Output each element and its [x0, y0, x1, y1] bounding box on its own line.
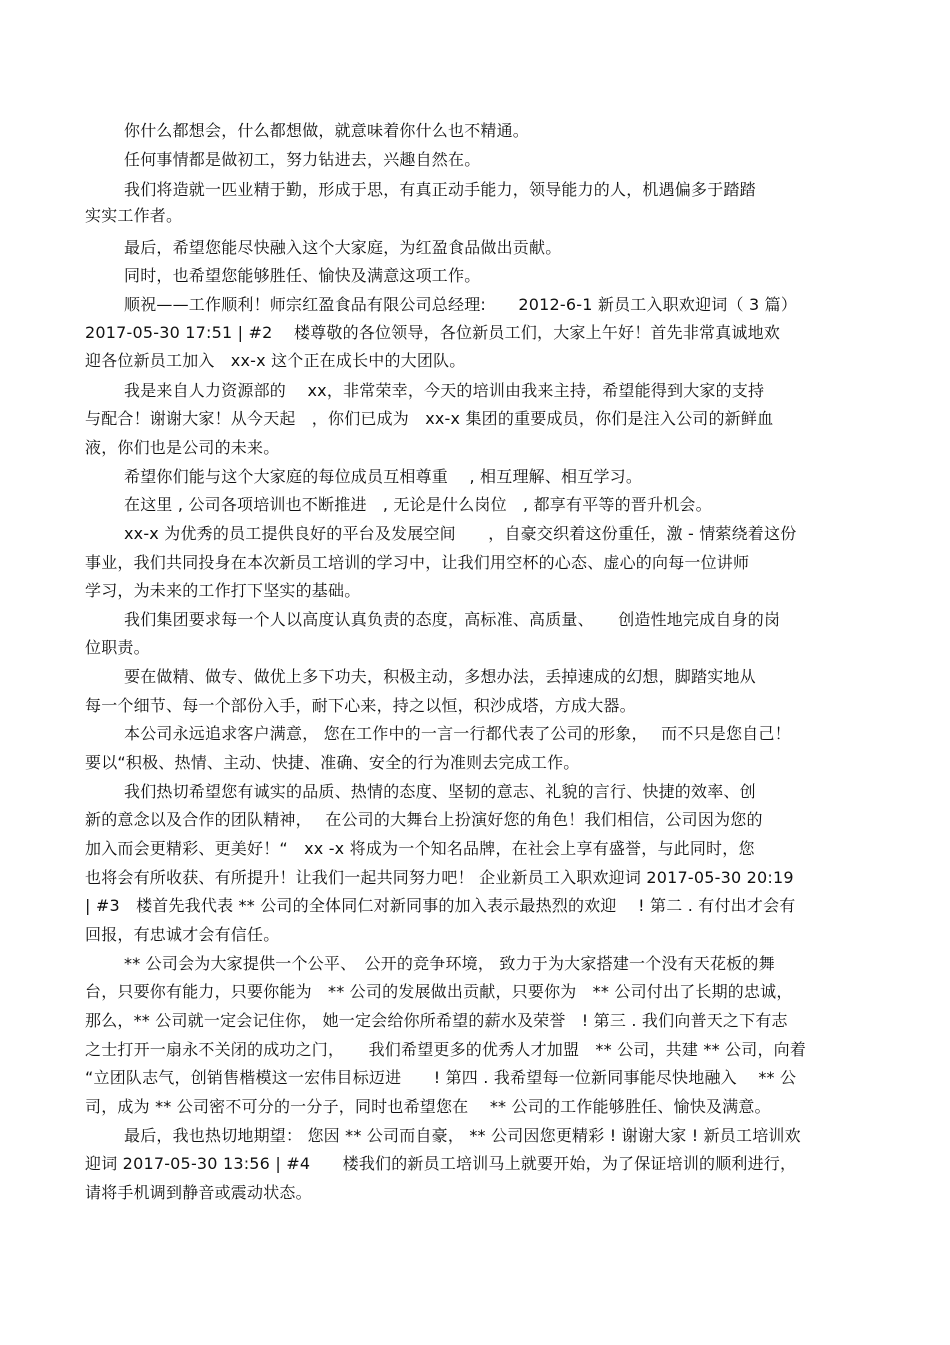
text-line: 司，成为 ** 公司密不可分的一分子，同时也希望您在 ** 公司的工作能够胜任、愉快及满意。	[85, 1097, 771, 1116]
text-line: 任何事情都是做初工，努力钻进去，兴趣自然在。	[124, 150, 481, 169]
text-line: 2017-05-30 17:51 | #2 楼尊敬的各位领导，各位新员工们，大家上午好！首先非常真诚地欢	[85, 323, 781, 342]
text-line: 顺祝——工作顺利！师宗红盈食品有限公司总经理: 2012-6-1 新员工入职欢迎词（ 3 篇）	[124, 295, 798, 314]
text-line: 你什么都想会，什么都想做，就意味着你什么也不精通。	[124, 121, 530, 140]
text-line: ** 公司会为大家提供一个公平、 公开的竞争环境， 致力于为大家搭建一个没有天花板的舞	[124, 954, 775, 973]
text-line: 请将手机调到静音或震动状态。	[85, 1183, 312, 1202]
text-line: 在这里 , 公司各项培训也不断推进 , 无论是什么岗位 , 都享有平等的晋升机会。	[124, 495, 712, 514]
text-line: 最后，希望您能尽快融入这个大家庭，为红盈食品做出贡献。	[124, 238, 562, 257]
text-line: 学习，为未来的工作打下坚实的基础。	[85, 581, 361, 600]
text-line: “立团队志气，创销售楷模这一宏伟目标迈进 ! 第四 . 我希望每一位新同事能尽快地融入 ** 公	[85, 1068, 797, 1087]
text-line: 那么，** 公司就一定会记住你， 她一定会给你所希望的薪水及荣誉 ! 第三 . 我们向普天之下有志	[85, 1011, 788, 1030]
text-line: 迎词 2017-05-30 13:56 | #4 楼我们的新员工培训马上就要开始，为了保证培训的顺利进行，	[85, 1154, 797, 1173]
text-line: 我们将造就一匹业精于勤，形成于思，有真正动手能力，领导能力的人，机遇偏多于踏踏	[124, 180, 756, 199]
text-line: 实实工作者。	[85, 206, 183, 225]
text-line: 也将会有所收获、有所提升！让我们一起共同努力吧！ 企业新员工入职欢迎词 2017-05-30 20:19	[85, 868, 794, 887]
text-line: 之士打开一扇永不关闭的成功之门， 我们希望更多的优秀人才加盟 ** 公司，共建 ** 公司，向着	[85, 1040, 807, 1059]
text-line: 希望你们能与这个大家庭的每位成员互相尊重 , 相互理解、相互学习。	[124, 467, 643, 486]
text-line: 要在做精、做专、做优上多下功夫，积极主动，多想办法，丢掉速成的幻想，脚踏实地从	[124, 667, 756, 686]
text-line: 液，你们也是公司的未来。	[85, 438, 280, 457]
text-line: 新的意念以及合作的团队精神， 在公司的大舞台上扮演好您的角色！我们相信，公司因为您的	[85, 810, 763, 829]
text-line: 本公司永远追求客户满意， 您在工作中的一言一行都代表了公司的形象， 而不只是您自己！	[124, 724, 791, 743]
text-line: 迎各位新员工加入 xx-x 这个正在成长中的大团队。	[85, 351, 466, 370]
text-line: 加入而会更精彩、更美好！“ xx -x 将成为一个知名品牌，在社会上享有盛誉，与此同时，您	[85, 839, 755, 858]
text-line: 每一个细节、每一个部份入手，耐下心来，持之以恒，积沙成塔，方成大器。	[85, 696, 636, 715]
text-line: 与配合！谢谢大家！从今天起 ，你们已成为 xx-x 集团的重要成员，你们是注入公司的新鲜血	[85, 409, 774, 428]
text-line: 台，只要你有能力，只要你能为 ** 公司的发展做出贡献，只要你为 ** 公司付出了长期的忠诚，	[85, 982, 793, 1001]
text-line: 最后，我也热切地期望： 您因 ** 公司而自豪， ** 公司因您更精彩 ! 谢谢大家 ! 新员工培训欢	[124, 1126, 801, 1145]
text-line: 我们热切希望您有诚实的品质、热情的态度、坚韧的意志、礼貌的言行、快捷的效率、创	[124, 782, 756, 801]
text-line: 位职责。	[85, 638, 150, 657]
text-line: 同时，也希望您能够胜任、愉快及满意这项工作。	[124, 266, 481, 285]
text-line: 我是来自人力资源部的 xx，非常荣幸，今天的培训由我来主持，希望能得到大家的支持	[124, 381, 765, 400]
text-line: 回报，有忠诚才会有信任。	[85, 925, 280, 944]
text-line: 事业，我们共同投身在本次新员工培训的学习中，让我们用空杯的心态、虚心的向每一位讲师	[85, 553, 750, 572]
text-line: 我们集团要求每一个人以高度认真负责的态度，高标准、高质量、 创造性地完成自身的岗	[124, 610, 781, 629]
text-line: xx-x 为优秀的员工提供良好的平台及发展空间 ，自豪交织着这份重任，激 - 情萦绕着这份	[124, 524, 797, 543]
text-line: | #3 楼首先我代表 ** 公司的全体同仁对新同事的加入表示最热烈的欢迎 ! 第二 . 有付出才会有	[85, 896, 796, 915]
text-line: 要以“积极、热情、主动、快捷、准确、安全的行为准则去完成工作。	[85, 753, 580, 772]
